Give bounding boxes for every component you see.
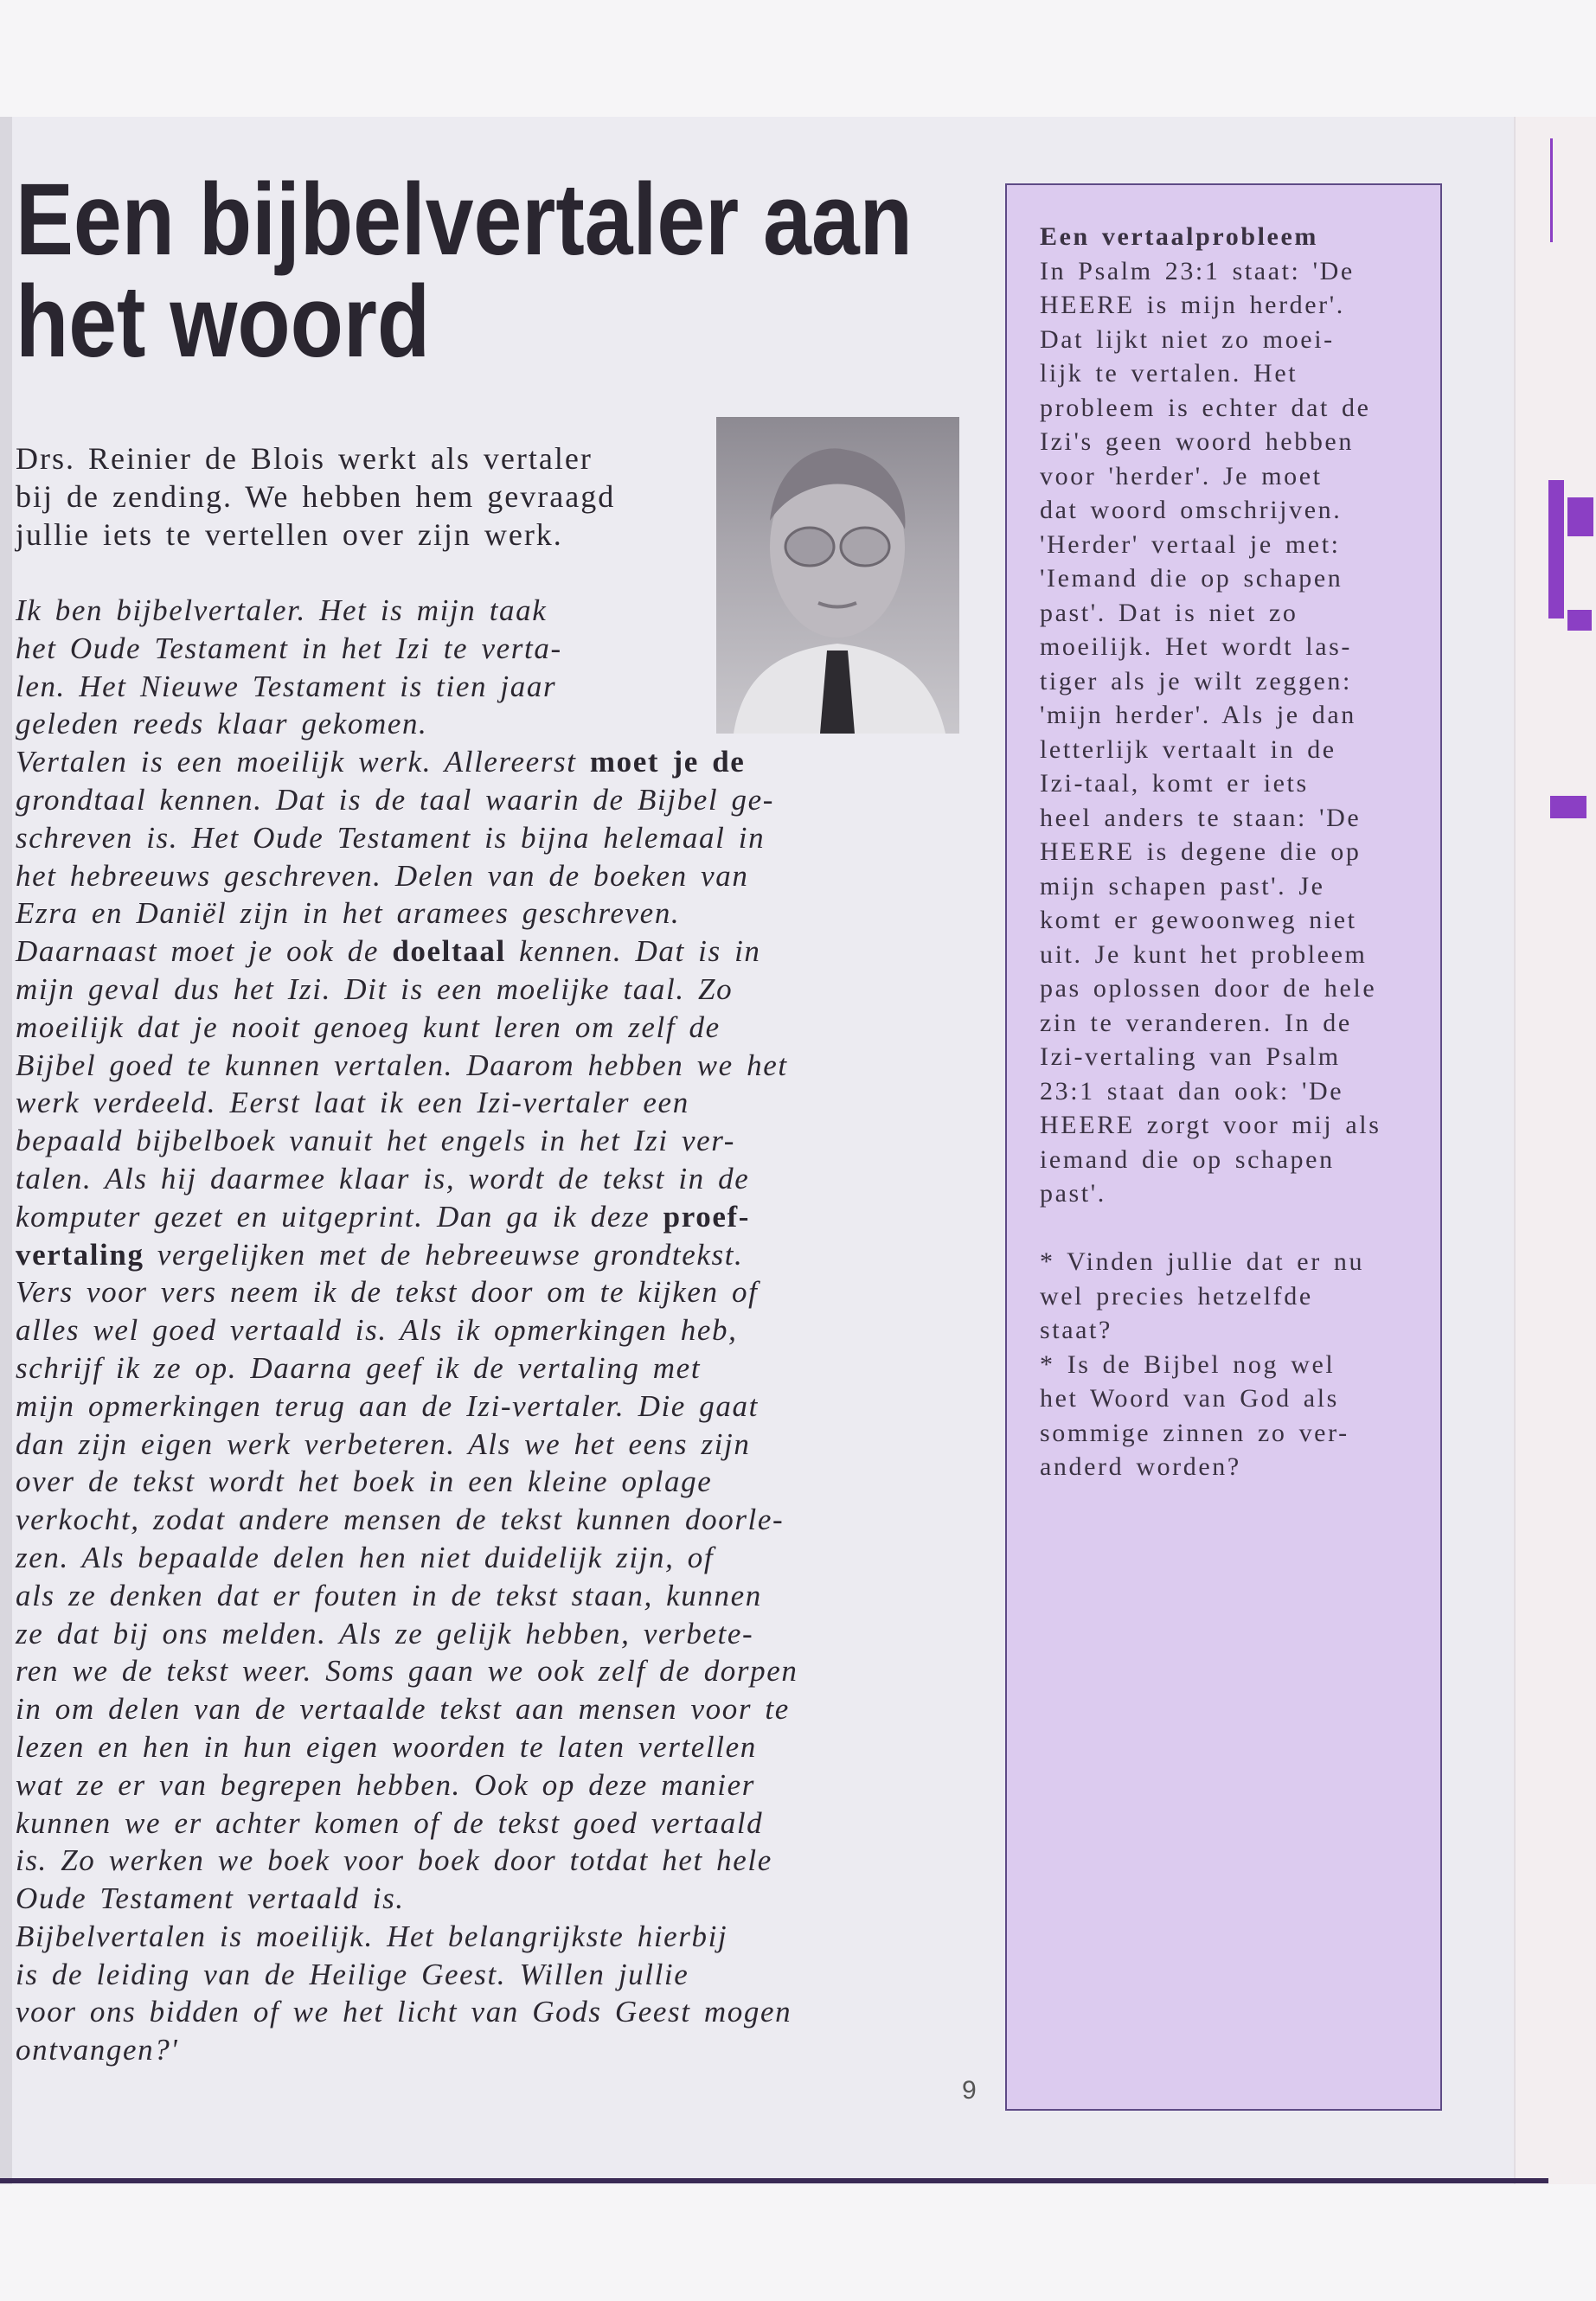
sidebar-box-line [1040,1211,1381,1246]
body-text: Vertalen is een moeilijk werk. Allereerst [16,745,590,779]
body-line [16,1539,798,1577]
body-line [16,1956,798,1994]
edge-tab-mark [1548,480,1564,619]
body-line [16,781,798,819]
body-line [16,1426,798,1464]
body-line [16,1349,798,1388]
sidebar-box-line: HEERE is degene die op [1040,837,1362,866]
body-line [16,705,798,743]
body-text: moeilijk dat je nooit genoeg kunt leren om zelf de [16,1009,721,1044]
body-text: grondtaal kennen. Dat is de taal waarin de Bijbel ge- [16,782,775,817]
sidebar-box-line: pas oplossen door de hele [1040,974,1377,1003]
sidebar-box-line: past'. Dat is niet zo [1040,598,1298,627]
body-text: wat ze er van begrepen hebben. Ook op deze manier [16,1767,755,1802]
body-line [16,1728,798,1766]
intro-line: jullie iets te vertellen over zijn werk. [16,517,563,552]
body-text: is. Zo werken we boek voor boek door totdat het hele [16,1843,772,1878]
body-line [16,668,798,706]
body-line [16,743,798,781]
bold-term: doeltaal [392,934,506,969]
body-text: alles wel goed vertaald is. Als ik opmerkingen heb, [16,1313,738,1348]
body-line [16,2031,798,2069]
body-text: ze dat bij ons melden. Als ze gelijk hebben, verbete- [16,1616,754,1650]
sidebar-box-line: iemand die op schapen [1040,1144,1335,1174]
body-text: is de leiding van de Heilige Geest. Willen jullie [16,1957,689,1991]
body-line [16,592,798,630]
body-text: geleden reeds klaar gekomen. [16,707,428,741]
body-line [16,1652,798,1690]
body-text: Oude Testament vertaald is. [16,1881,405,1916]
body-line [16,1918,798,1956]
body-text: Vers voor vers neem ik de tekst door om te kijken of [16,1275,759,1310]
sidebar-box-line: 23:1 staat dan ook: 'De [1040,1076,1344,1106]
sidebar-box-line: het Woord van God als [1040,1384,1339,1413]
body-text: Ezra en Daniël zijn in het aramees geschreven. [16,896,681,931]
body-text: komputer gezet en uitgeprint. Dan ga ik deze [16,1199,663,1234]
body-line [16,1615,798,1653]
body-line [16,1047,798,1085]
intro-line: Drs. Reinier de Blois werkt als vertaler [16,441,593,476]
body-text: Daarnaast moet je ook de [16,934,393,969]
body-text: in om delen van de vertaalde tekst aan mensen voor te [16,1692,790,1727]
body-text: kunnen we er achter komen of de tekst goed vertaald [16,1805,764,1840]
article-title-line-2: het woord [16,265,431,379]
body-line [16,1009,798,1047]
sidebar-box-line: probleem is echter dat de [1040,393,1371,422]
sidebar-box-line: komt er gewoonweg niet [1040,906,1357,934]
sidebar-box-line: 'mijn herder'. Als je dan [1040,701,1356,729]
body-text: over de tekst wordt het boek in een kleine oplage [16,1465,713,1499]
sidebar-box-line: HEERE zorgt voor mij als [1040,1111,1381,1139]
edge-tab-mark [1567,610,1592,631]
body-text: ren we de tekst weer. Soms gaan we ook zelf de dorpen [16,1654,798,1689]
body-text: Bijbel goed te kunnen vertalen. Daarom hebben we het [16,1048,788,1082]
body-line [16,1842,798,1880]
sidebar-box-line: In Psalm 23:1 staat: 'De [1040,256,1355,285]
sidebar-box-line: anderd worden? [1040,1452,1241,1481]
body-line [16,1160,798,1198]
sidebar-box-title: Een vertaalprobleem [1040,222,1318,251]
bold-term: moet je de [589,745,746,779]
sidebar-box-line: sommige zinnen zo ver- [1040,1418,1349,1447]
body-text: lezen en hen in hun eigen woorden te laten vertellen [16,1729,757,1764]
sidebar-box-line: uit. Je kunt het probleem [1040,939,1368,969]
page-binding-edge [0,117,12,2184]
body-text: het Oude Testament in het Izi te verta- [16,631,562,665]
sidebar-box-line: dat woord omschrijven. [1040,496,1343,524]
body-line [16,857,798,895]
sidebar-box-translation-problem [1005,183,1442,2111]
book-page-edges [1514,117,1596,2184]
body-text: talen. Als hij daarmee klaar is, wordt de tekst in de [16,1161,750,1195]
body-text: werk verdeeld. Eerst laat ik een Izi-vertaler een [16,1086,689,1120]
body-line [16,1690,798,1728]
body-line [16,819,798,857]
body-line [16,1273,798,1311]
article-body [16,592,798,2069]
body-line [16,933,798,971]
body-text: kennen. Dat is in [505,934,761,969]
body-text: mijn geval dus het Izi. Dit is een moelijke taal. Zo [16,971,734,1006]
sidebar-box-line: 'Iemand die op schapen [1040,564,1343,593]
article-intro [16,439,615,554]
body-text: ontvangen?' [16,2033,179,2067]
body-text: het hebreeuws geschreven. Delen van de boeken van [16,858,749,893]
discussion-question-line: * Is de Bijbel nog wel [1040,1349,1336,1379]
edge-tab-mark [1550,138,1553,242]
body-line [16,1463,798,1501]
intro-line: bij de zending. We hebben hem gevraagd [16,479,616,514]
discussion-question-line: * Vinden jullie dat er nu [1040,1247,1365,1276]
sidebar-box-line: staat? [1040,1316,1112,1344]
body-text: als ze denken dat er fouten in de tekst staan, kunnen [16,1578,762,1612]
page-number: 9 [962,2076,977,2105]
body-line [16,1766,798,1804]
sidebar-box-line: wel precies hetzelfde [1040,1281,1313,1311]
edge-tab-mark [1567,497,1593,536]
body-line [16,1993,798,2031]
sidebar-box-line: voor 'herder'. Je moet [1040,461,1323,490]
body-line [16,971,798,1009]
sidebar-box-line: lijk te vertalen. Het [1040,359,1298,388]
body-text: schreven is. Het Oude Testament is bijna helemaal in [16,820,766,855]
body-line [16,1236,798,1274]
article-title-line-1: Een bijbelvertaler aan [16,163,913,277]
body-text: dan zijn eigen werk verbeteren. Als we het eens zijn [16,1426,751,1461]
sidebar-box-line: Izi-vertaling van Psalm [1040,1042,1341,1071]
edge-tab-mark [1550,796,1586,818]
sidebar-box-line: tiger als je wilt zeggen: [1040,666,1352,695]
body-text: len. Het Nieuwe Testament is tien jaar [16,669,557,703]
sidebar-box-line: HEERE is mijn herder'. [1040,291,1345,319]
sidebar-box-line: Izi's geen woord hebben [1040,427,1354,456]
bold-term: vertaling [16,1237,144,1272]
sidebar-box-line: 'Herder' vertaal je met: [1040,529,1341,559]
body-text: mijn opmerkingen terug aan de Izi-vertaler. Die gaat [16,1388,759,1423]
sidebar-box-line: zin te veranderen. In de [1040,1008,1352,1037]
body-line [16,894,798,933]
body-line [16,1501,798,1539]
sidebar-box-line: letterlijk vertaalt in de [1040,734,1336,764]
body-text: zen. Als bepaalde delen hen niet duidelijk zijn, of [16,1540,715,1574]
body-line [16,1577,798,1615]
body-line [16,1311,798,1349]
body-text: voor ons bidden of we het licht van Gods Geest mogen [16,1995,792,2029]
body-text: schrijf ik ze op. Daarna geef ik de vertaling met [16,1350,702,1385]
body-text: vergelijken met de hebreeuwse grondtekst. [144,1237,744,1272]
sidebar-box-line: Izi-taal, komt er iets [1040,769,1309,798]
body-text: Ik ben bijbelvertaler. Het is mijn taak [16,593,548,627]
body-line [16,630,798,668]
body-text: verkocht, zodat andere mensen de tekst kunnen doorle- [16,1503,785,1537]
page-bottom-border [0,2178,1548,2183]
sidebar-box-line: moeilijk. Het wordt las- [1040,632,1353,661]
sidebar-box-line: Dat lijkt niet zo moei- [1040,324,1335,354]
body-text: Bijbelvertalen is moeilijk. Het belangrijkste hierbij [16,1919,728,1953]
sidebar-box-text [1040,220,1381,1484]
body-line [16,1804,798,1843]
body-text: bepaald bijbelboek vanuit het engels in het Izi ver- [16,1124,736,1158]
body-line [16,1880,798,1918]
body-line [16,1198,798,1236]
bold-term: proef- [663,1199,750,1234]
body-line [16,1084,798,1122]
sidebar-box-line: heel anders te staan: 'De [1040,803,1362,832]
sidebar-box-line: mijn schapen past'. Je [1040,871,1325,901]
sidebar-box-line: past'. [1040,1179,1106,1208]
body-line [16,1122,798,1160]
body-line [16,1388,798,1426]
